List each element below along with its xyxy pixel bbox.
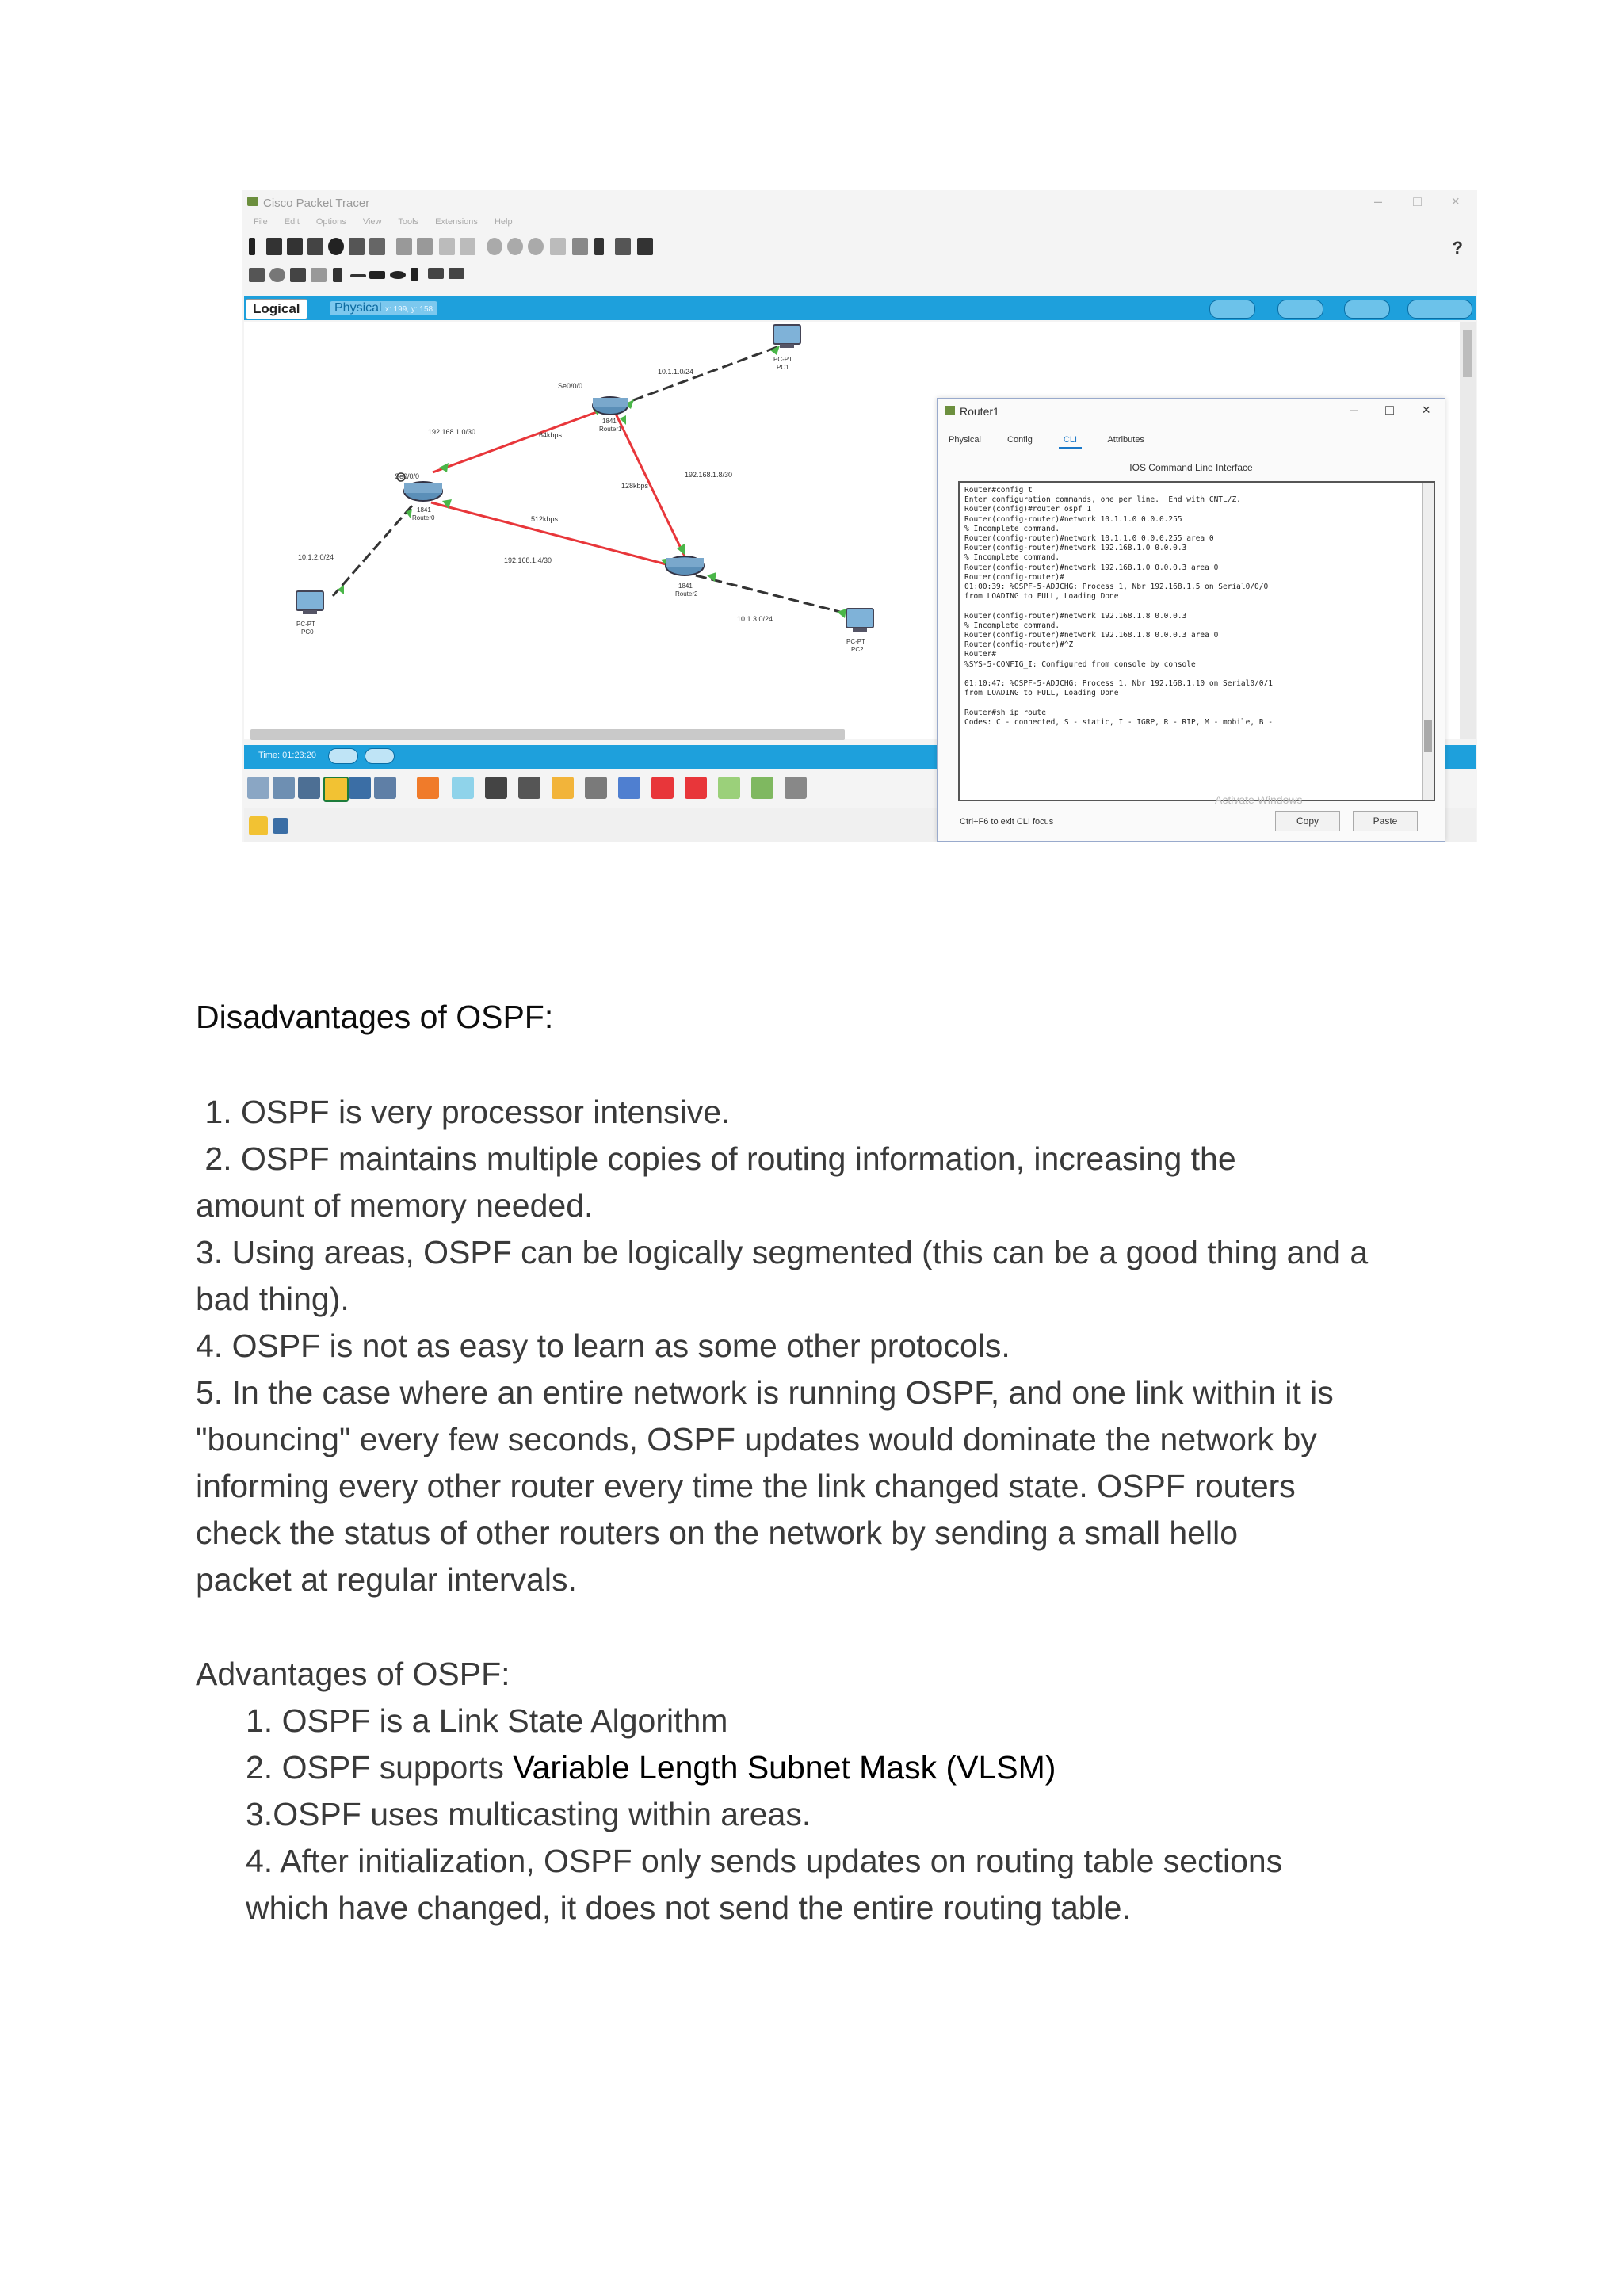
- device-model: PC-PT: [846, 638, 865, 645]
- info-icon[interactable]: [328, 238, 344, 255]
- disadvantage-line: 3. Using areas, OSPF can be logically segmented (this can be a good thing and a: [196, 1234, 1369, 1270]
- router-window-title: Router1: [960, 405, 999, 418]
- menu-options[interactable]: Options: [315, 217, 346, 227]
- link-label: 10.1.3.0/24: [737, 615, 773, 623]
- menu-tools[interactable]: Tools: [398, 217, 419, 227]
- advantage-item: 1. OSPF is a Link State Algorithm: [246, 1702, 728, 1739]
- hubs-category-icon[interactable]: [298, 777, 320, 799]
- link-up-icon: [338, 585, 344, 594]
- wan-emulation-category-icon[interactable]: [374, 777, 396, 799]
- router-window-tabs: [949, 435, 1168, 445]
- device-model: PC-PT: [773, 356, 792, 363]
- close-icon[interactable]: ×: [1422, 402, 1430, 418]
- root-button[interactable]: [1209, 300, 1255, 319]
- pc0-device[interactable]: [296, 591, 323, 636]
- straight-through-cable-icon[interactable]: [485, 777, 507, 799]
- device-model: PC-PT: [296, 621, 315, 628]
- fast-forward-button[interactable]: [365, 748, 395, 764]
- device-name: Router2: [675, 590, 698, 598]
- freeform-icon[interactable]: [411, 268, 418, 281]
- device-type-panel: [244, 772, 910, 804]
- drawing-palette-icon[interactable]: [550, 238, 566, 255]
- link-up-icon: [837, 609, 846, 618]
- paste-button[interactable]: Paste: [1353, 811, 1418, 831]
- advantages-heading: Advantages of OSPF:: [196, 1656, 510, 1692]
- phone-cable-icon[interactable]: [585, 777, 607, 799]
- complex-pdu-icon[interactable]: [449, 268, 464, 279]
- connections-category-icon[interactable]: [323, 777, 349, 802]
- menu-edit[interactable]: Edit: [284, 217, 300, 227]
- switches-category-icon[interactable]: [273, 777, 295, 799]
- connections-selected-icon[interactable]: [249, 816, 268, 835]
- close-icon[interactable]: ×: [1451, 193, 1460, 209]
- disadvantage-line: 5. In the case where an entire network is running OSPF, and one link within it is: [196, 1374, 1334, 1411]
- disadvantage-line: informing every other router every time the link changed state. OSPF routers: [196, 1468, 1296, 1504]
- screenshot-icon[interactable]: [637, 238, 653, 255]
- disadvantage-line: check the status of other routers on the network by sending a small hello: [196, 1515, 1239, 1551]
- serial-dte-cable-icon[interactable]: [685, 777, 707, 799]
- select-icon[interactable]: [249, 268, 265, 282]
- link-router2-pc2[interactable]: [696, 575, 846, 613]
- main-toolbar: [249, 238, 1477, 262]
- inspect-icon[interactable]: [269, 268, 285, 282]
- menu-bar: [254, 217, 527, 227]
- link-label: 192.168.1.8/30: [685, 471, 733, 479]
- open-icon[interactable]: [266, 238, 282, 255]
- cli-output: Router#config t Enter configuration commands, one per line. End with CNTL/Z. Router(config)#router ospf 1 Router(config-router)#network 10.1.1.0 0.0.0.255 % Incomplete command. Router(config-router)#network 10.1.1.0 0.0.0.255 area 0 Router(config-router)#network 192.168.1.0 0.0.0.3 % Incomplete command. Router(config-router)#network 192.168.1.0 0.0.0.3 area 0 Router(config-router)# 01:00:39: %OSPF-5-ADJCHG: Process 1, Nbr 192.168.1.5 on Serial0/0/0 from LOADING to FULL, Loading Done Router(config-router)#network 192.168.1.8 0.0.0.3 % Incomplete command. Router(config-router)#network 192.168.1.8 0.0.0.3 area 0 Router(config-router)#^Z Router# %SYS-5-CONFIG_I: Configured from console by console 01:10:47: %OSPF-5-ADJCHG: Process 1, Nbr 192.168.1.10 on Serial0/0/1 from LOADING to FULL, Loading Done Router#sh ip route Codes: C - connected, S - static, I - IGRP, R - RIP, M - mobile, B -: [964, 486, 1273, 727]
- line-icon[interactable]: [350, 274, 366, 277]
- disadvantage-line: 1. OSPF is very processor intensive.: [196, 1094, 731, 1130]
- paste-icon[interactable]: [417, 238, 433, 255]
- viewport-icon[interactable]: [594, 238, 604, 255]
- cli-heading: IOS Command Line Interface: [1129, 462, 1253, 473]
- link-label: Se0/0/0: [558, 382, 583, 390]
- grid-icon[interactable]: [273, 818, 288, 834]
- ellipse-icon[interactable]: [390, 271, 406, 279]
- cli-footer-hint: Ctrl+F6 to exit CLI focus: [960, 817, 1054, 827]
- menu-view[interactable]: View: [362, 217, 382, 227]
- serial-dce-cable-icon[interactable]: [651, 777, 674, 799]
- scroll-thumb[interactable]: [1424, 720, 1432, 752]
- link-label: 192.168.1.0/30: [428, 428, 476, 436]
- tab-logical[interactable]: Logical: [246, 299, 307, 319]
- workspace-vertical-scrollbar[interactable]: [1460, 322, 1476, 739]
- advantage-item: 4. After initialization, OSPF only sends updates on routing table sections: [246, 1843, 1283, 1879]
- zoom-out-icon[interactable]: [528, 238, 544, 255]
- move-object-button[interactable]: [1344, 300, 1390, 319]
- coaxial-cable-icon[interactable]: [618, 777, 640, 799]
- redo-icon[interactable]: [460, 238, 475, 255]
- menu-help[interactable]: Help: [494, 217, 513, 227]
- disadvantage-line: amount of memory needed.: [196, 1187, 594, 1224]
- simple-pdu-icon[interactable]: [428, 268, 444, 279]
- crossover-cable-icon[interactable]: [518, 777, 540, 799]
- end-devices-category-icon[interactable]: [349, 777, 371, 799]
- zoom-in-icon[interactable]: [487, 238, 502, 255]
- console-cable-icon[interactable]: [452, 777, 474, 799]
- link-up-icon: [439, 463, 449, 472]
- save-icon[interactable]: [287, 238, 303, 255]
- disadvantage-line: packet at regular intervals.: [196, 1561, 577, 1598]
- octal-cable-icon[interactable]: [718, 777, 740, 799]
- auto-connection-icon[interactable]: [417, 777, 439, 799]
- link-router0-router1[interactable]: [433, 411, 601, 472]
- resize-icon[interactable]: [311, 268, 327, 282]
- tab-physical[interactable]: Physical: [949, 435, 981, 445]
- new-file-icon[interactable]: [249, 238, 255, 255]
- menu-extensions[interactable]: Extensions: [435, 217, 478, 227]
- app-title: Cisco Packet Tracer: [263, 197, 370, 210]
- rectangle-icon[interactable]: [369, 271, 385, 279]
- help-icon[interactable]: ?: [1452, 238, 1463, 258]
- disadvantage-line: bad thing).: [196, 1281, 349, 1317]
- workspace-horizontal-scrollbar[interactable]: [250, 729, 845, 740]
- advantage-item: 3.OSPF uses multicasting within areas.: [246, 1796, 812, 1832]
- link-label: 10.1.1.0/24: [658, 368, 694, 376]
- set-tiled-background-button[interactable]: [1407, 300, 1472, 319]
- device-name: Router1: [599, 426, 622, 433]
- scroll-thumb[interactable]: [1463, 330, 1472, 377]
- router-window-icon: [945, 406, 955, 415]
- note-icon[interactable]: [333, 268, 342, 282]
- new-cluster-button[interactable]: [1277, 300, 1323, 319]
- app-icon: [247, 197, 258, 206]
- menu-file[interactable]: File: [254, 217, 268, 227]
- device-name: Router0: [412, 514, 435, 521]
- activation-watermark: Activate Windows: [1215, 793, 1303, 806]
- cli-terminal[interactable]: [958, 481, 1435, 801]
- link-label: 192.168.1.4/30: [504, 556, 552, 564]
- window-titlebar: [242, 190, 1477, 214]
- advantage-item-text: 2. OSPF supports: [246, 1749, 514, 1786]
- advantage-item: [246, 1744, 1056, 1791]
- advantage-item: which have changed, it does not send the entire routing table.: [246, 1889, 1131, 1926]
- vlsm-link[interactable]: Variable Length Subnet Mask (VLSM): [513, 1749, 1056, 1786]
- network-info-icon[interactable]: [369, 238, 385, 255]
- tab-attributes[interactable]: Attributes: [1107, 435, 1144, 445]
- pdu-icon[interactable]: [615, 238, 631, 255]
- fiber-cable-icon[interactable]: [552, 777, 574, 799]
- usb-cable-icon[interactable]: [785, 777, 807, 799]
- link-label: 512kbps: [531, 515, 559, 523]
- pc2-device[interactable]: [846, 609, 873, 653]
- disadvantages-heading: Disadvantages of OSPF:: [196, 999, 554, 1035]
- maximize-icon[interactable]: □: [1413, 193, 1422, 209]
- link-router1-pc1[interactable]: [618, 346, 781, 406]
- link-label: 10.1.2.0/24: [298, 553, 334, 561]
- power-cycle-button[interactable]: [328, 748, 358, 764]
- link-label: 128kbps: [621, 482, 649, 490]
- device-model: 1841: [602, 418, 617, 425]
- device-name: PC0: [301, 628, 314, 636]
- router-cli-window[interactable]: [937, 398, 1445, 842]
- coords-readout: x: 199, y: 158: [385, 305, 433, 314]
- print-icon[interactable]: [307, 238, 323, 255]
- device-model: 1841: [417, 506, 431, 514]
- undo-icon[interactable]: [439, 238, 455, 255]
- link-router0-pc0[interactable]: [333, 506, 412, 596]
- zoom-reset-icon[interactable]: [507, 238, 523, 255]
- delete-icon[interactable]: [290, 268, 306, 282]
- iot-custom-cable-icon[interactable]: [751, 777, 773, 799]
- tab-physical-label: Physical: [334, 301, 382, 315]
- copy-button[interactable]: Copy: [1275, 811, 1340, 831]
- tab-cli[interactable]: CLI: [1059, 435, 1082, 449]
- tab-config[interactable]: Config: [1007, 435, 1033, 445]
- packet-tracer-screenshot: [242, 190, 1477, 842]
- link-label: Se0/0/0: [395, 472, 420, 480]
- disadvantage-line: 4. OSPF is not as easy to learn as some other protocols.: [196, 1328, 1010, 1364]
- disadvantage-line: "bouncing" every few seconds, OSPF updates would dominate the network by: [196, 1421, 1317, 1457]
- routers-category-icon[interactable]: [247, 777, 269, 799]
- device-name: PC2: [851, 646, 864, 653]
- device-name: PC1: [777, 364, 789, 371]
- maximize-icon[interactable]: □: [1385, 402, 1394, 418]
- tool-toolbar: [249, 268, 1477, 288]
- link-label: 64kbps: [539, 431, 563, 439]
- custom-device-icon[interactable]: [572, 238, 588, 255]
- minimize-icon[interactable]: –: [1349, 402, 1358, 418]
- device-model: 1841: [678, 583, 693, 590]
- disadvantage-line: 2. OSPF maintains multiple copies of routing information, increasing the: [196, 1140, 1236, 1177]
- copy-icon[interactable]: [396, 238, 412, 255]
- cli-scrollbar[interactable]: [1422, 483, 1434, 800]
- tab-physical[interactable]: [330, 301, 437, 315]
- realtime-clock: Time: 01:23:20: [258, 751, 316, 760]
- minimize-icon[interactable]: –: [1373, 193, 1382, 209]
- wizard-icon[interactable]: [349, 238, 365, 255]
